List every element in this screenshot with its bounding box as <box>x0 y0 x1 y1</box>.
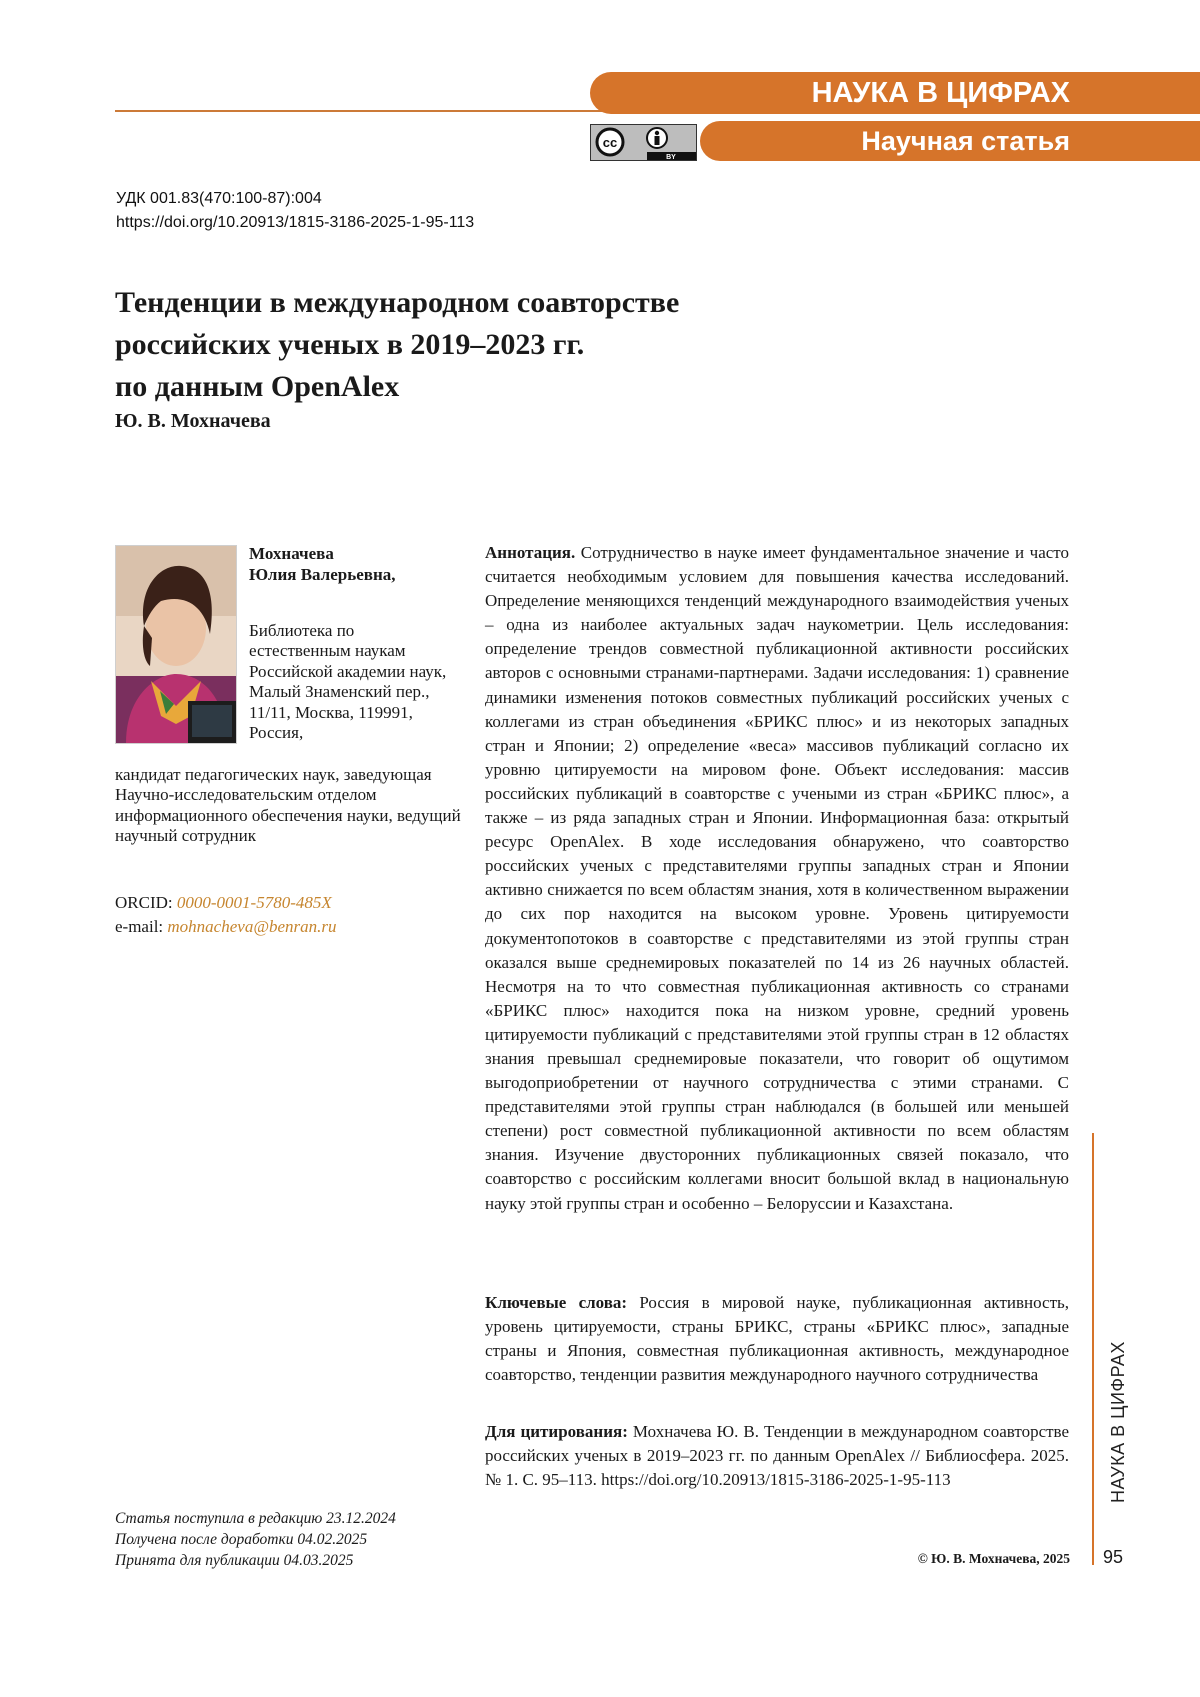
title-line-1: Тенденции в международном соавторстве <box>115 282 755 324</box>
orcid-label: ORCID: <box>115 893 173 912</box>
page-number: 95 <box>1103 1547 1123 1568</box>
title-line-3: по данным OpenAlex <box>115 366 755 408</box>
submission-dates <box>115 1508 475 1571</box>
header-rule <box>115 110 635 112</box>
keywords-label: Ключевые слова: <box>485 1293 627 1312</box>
author-full-name <box>249 543 459 585</box>
abstract-label: Аннотация. <box>485 543 575 562</box>
keywords-text: Россия в мировой науке, публикационная активность, уровень цитируемости, страны БРИКС, страны «БРИКС плюс», западные страны и Япония, совместная публикационная активность, международное соавторство, тенденции развития международного научного сотрудничества <box>485 1293 1069 1384</box>
date-revised: Получена после доработки 04.02.2025 <box>115 1529 475 1550</box>
doi-link[interactable]: https://doi.org/10.20913/1815-3186-2025-1-95-113 <box>116 214 474 232</box>
by-text: BY <box>666 154 676 160</box>
article-title <box>115 282 755 408</box>
side-rule <box>1092 1133 1094 1565</box>
cc-text: cc <box>603 135 617 150</box>
date-accepted: Принята для публикации 04.03.2025 <box>115 1550 475 1571</box>
article-type: Научная статья <box>740 121 1070 161</box>
author-orcid <box>115 891 332 915</box>
title-line-2: российских ученых в 2019–2023 гг. <box>115 324 755 366</box>
cc-by-icon <box>591 125 696 160</box>
citation <box>485 1420 1069 1492</box>
cc-by-license-badge[interactable] <box>590 124 697 161</box>
keywords <box>485 1291 1069 1387</box>
author-given-name: Юлия Валерьевна, <box>249 564 459 585</box>
author-photo <box>115 545 237 744</box>
side-section-label: НАУКА В ЦИФРАХ <box>1108 1341 1129 1503</box>
author-position: кандидат педагогических наук, заведующая Научно-исследовательским отделом информационного обеспечения науки, ведущий научный сотрудник <box>115 765 475 847</box>
citation-label: Для цитирования: <box>485 1422 628 1441</box>
email-label: e-mail: <box>115 917 163 936</box>
citation-text: Мохначева Ю. В. Тенденции в международном соавторстве российских ученых в 2019–2023 гг. по данным OpenAlex // Библиосфера. 2025. № 1. С. 95–113. https://doi.org/10.20913/1815-3186-2025-1-95-113 <box>485 1422 1069 1489</box>
abstract <box>485 541 1069 1216</box>
email-link[interactable]: mohnacheva@benran.ru <box>167 917 336 936</box>
date-received: Статья поступила в редакцию 23.12.2024 <box>115 1508 475 1529</box>
author-byline: Ю. В. Мохначева <box>115 410 271 433</box>
author-email <box>115 915 337 939</box>
author-surname: Мохначева <box>249 543 459 564</box>
copyright: © Ю. В. Мохначева, 2025 <box>880 1551 1070 1567</box>
udk-code: УДК 001.83(470:100-87):004 <box>116 190 322 208</box>
abstract-text: Сотрудничество в науке имеет фундаментальное значение и часто считается необходимым условием для повышения качества исследований. Определение меняющихся тенденций международного взаимодействия ученых – одна из наиболее актуальных задач наукометрии. Цель исследования: определение трендов совместной публикационной активности российских авторов с основными странами-партнерами. Задачи исследования: 1) сравнение динамики изменения потоков совместных публикаций российских ученых с коллегами из стран объединения «БРИКС плюс» и из некоторых западных стран и Японии; 2) определение «веса» массивов публикаций согласно их уровню цитируемости на мировом фоне. Объект исследования: массив российских публикаций в соавторстве с учеными из стран «БРИКС плюс», а также – из ряда западных стран и Японии. Информационная база: открытый ресурс OpenAlex. В ходе исследования обнаружено, что соавторство российских ученых с представителями группы западных стран и Японии активно снижается по всем областям знания, хотя в количественном выражении до сих пор находится на высоком уровне. Уровень цитируемости документопотоков в соавторстве с представителями из этой группы стран оказался выше среднемировых показателей по 14 из 26 научных областей. Несмотря на то что совместная публикационная активность со странами «БРИКС плюс» находится пока на низком уровне, средний уровень цитируемости публикаций с представителями этой группы стран в 12 областях знания превышал среднемировые показатели, что говорит об ощутимом выгодоприобретении от научного сотрудничества с этими странами. С представителями этой группы стран наблюдался (в большей или меньшей степени) рост совместной публикационной активности по всем областям знания. Изучение двусторонних публикационных связей показало, что соавторство с российским коллегами вносит большой вклад в национальную науку этой группы стран и особенно – Белоруссии и Казахстана. <box>485 543 1069 1213</box>
author-affiliation: Библиотека по естественным наукам Российской академии наук, Малый Знаменский пер., 11/11, Москва, 119991, Россия, <box>249 621 449 743</box>
orcid-link[interactable]: 0000-0001-5780-485X <box>177 893 332 912</box>
section-title: НАУКА В ЦИФРАХ <box>620 72 1070 114</box>
